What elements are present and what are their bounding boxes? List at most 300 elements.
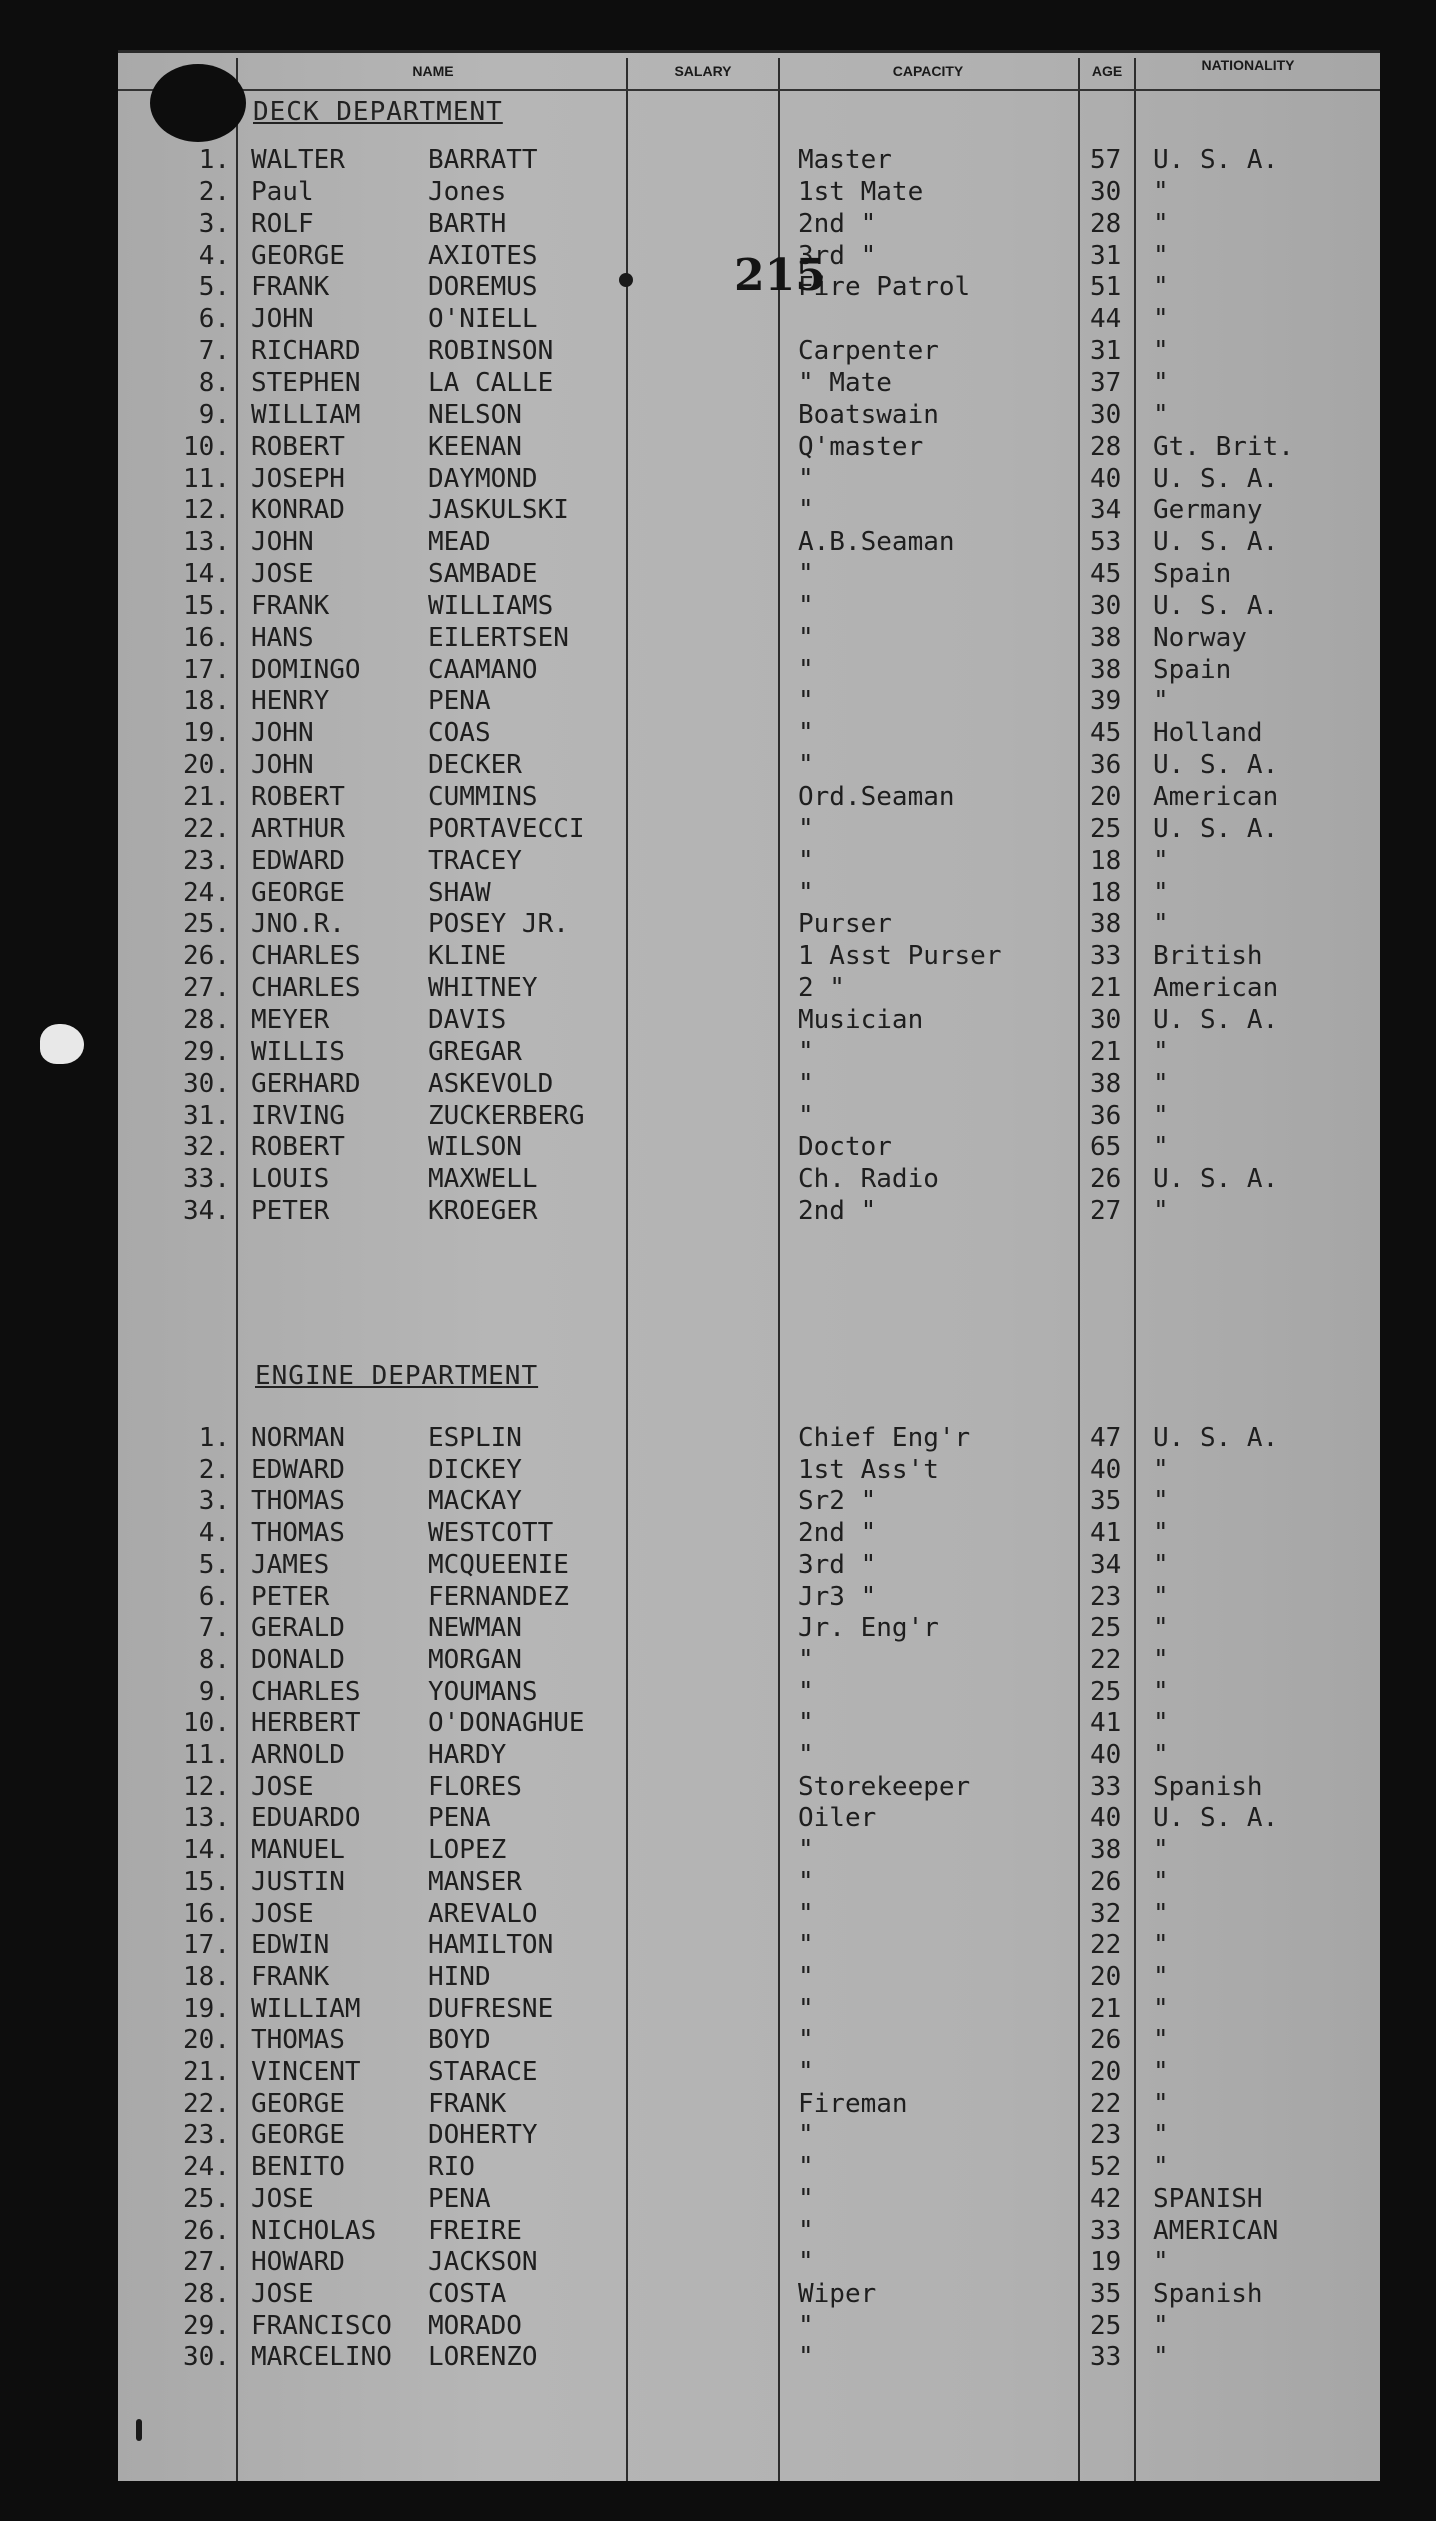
first-name: WILLIAM	[251, 1993, 361, 2024]
last-name: COSTA	[428, 2278, 507, 2309]
capacity: "	[798, 2025, 814, 2056]
nationality: Gt. Brit.	[1153, 431, 1294, 462]
nationality: "	[1153, 686, 1169, 717]
crew-number: 9.	[198, 399, 230, 430]
header-capacity: CAPACITY	[892, 63, 964, 79]
capacity: "	[798, 877, 814, 908]
age: 21	[1090, 1036, 1122, 1067]
nationality: Holland	[1153, 718, 1263, 749]
first-name: THOMAS	[251, 2025, 345, 2056]
crew-number: 29.	[183, 2310, 230, 2341]
last-name: ESPLIN	[428, 1423, 522, 1453]
crew-number: 7.	[198, 336, 230, 367]
first-name: JOHN	[251, 304, 314, 335]
capacity: A.B.Seaman	[798, 527, 955, 558]
last-name: WHITNEY	[428, 973, 538, 1004]
crew-row	[118, 336, 1380, 368]
nationality: "	[1153, 877, 1169, 908]
capacity: "	[798, 2310, 814, 2341]
age: 28	[1090, 431, 1122, 462]
crew-number: 18.	[183, 1961, 230, 1992]
first-name: EDWARD	[251, 845, 345, 876]
nationality: "	[1153, 399, 1169, 430]
crew-number: 14.	[183, 1835, 230, 1866]
crew-number: 16.	[183, 1898, 230, 1929]
last-name: HIND	[428, 1961, 491, 1992]
crew-row	[118, 909, 1380, 941]
first-name: THOMAS	[251, 1486, 345, 1517]
capacity: Jr. Eng'r	[798, 1613, 939, 1644]
first-name: ROBERT	[251, 782, 345, 812]
nationality: U. S. A.	[1153, 813, 1279, 844]
first-name: NICHOLAS	[251, 2215, 377, 2246]
capacity: "	[798, 1068, 814, 1099]
crew-number: 30.	[183, 2342, 230, 2373]
last-name: PENA	[428, 1803, 491, 1834]
first-name: JOSE	[251, 1898, 314, 1929]
crew-row	[118, 814, 1380, 846]
last-name: DOHERTY	[428, 2120, 538, 2151]
first-name: LOUIS	[251, 1164, 330, 1195]
last-name: RIO	[428, 2152, 475, 2183]
capacity: "	[798, 2152, 814, 2183]
last-name: MACKAY	[428, 1486, 522, 1517]
crew-row	[118, 1867, 1380, 1899]
age: 30	[1090, 590, 1122, 621]
first-name: JOSE	[251, 559, 314, 590]
age: 26	[1090, 1866, 1122, 1897]
crew-row	[118, 1708, 1380, 1740]
nationality: "	[1153, 304, 1169, 335]
paper-hole	[40, 1024, 84, 1064]
age: 37	[1090, 367, 1122, 398]
capacity: "	[798, 1036, 814, 1067]
last-name: FERNANDEZ	[428, 1581, 569, 1612]
crew-row	[118, 1196, 1380, 1228]
crew-row	[118, 368, 1380, 400]
crew-row	[118, 495, 1380, 527]
first-name: THOMAS	[251, 1518, 345, 1549]
capacity: Doctor	[798, 1132, 892, 1163]
crew-row	[118, 846, 1380, 878]
crew-number: 5.	[198, 1549, 230, 1580]
nationality: "	[1153, 272, 1169, 303]
nationality: U. S. A.	[1153, 145, 1279, 175]
capacity: "	[798, 2342, 814, 2373]
first-name: MARCELINO	[251, 2342, 392, 2373]
nationality: "	[1153, 2152, 1169, 2183]
first-name: JOHN	[251, 750, 314, 781]
age: 47	[1090, 1423, 1122, 1453]
last-name: CAAMANO	[428, 654, 538, 685]
nationality: U. S. A.	[1153, 463, 1279, 494]
first-name: CHARLES	[251, 973, 361, 1004]
first-name: FRANCISCO	[251, 2310, 392, 2341]
nationality: "	[1153, 1068, 1169, 1099]
crew-row	[118, 145, 1380, 177]
torn-corner-blot	[150, 64, 246, 142]
first-name: CHARLES	[251, 1676, 361, 1707]
first-name: HANS	[251, 622, 314, 653]
crew-number: 27.	[183, 973, 230, 1004]
first-name: BENITO	[251, 2152, 345, 2183]
age: 57	[1090, 145, 1122, 175]
crew-row	[118, 1582, 1380, 1614]
capacity: "	[798, 2120, 814, 2151]
capacity: "	[798, 1993, 814, 2024]
last-name: KROEGER	[428, 1196, 538, 1227]
last-name: FREIRE	[428, 2215, 522, 2246]
crew-number: 33.	[183, 1164, 230, 1195]
crew-row	[118, 1613, 1380, 1645]
page-stamp-number: 215	[734, 250, 826, 301]
first-name: VINCENT	[251, 2057, 361, 2087]
age: 32	[1090, 1898, 1122, 1929]
last-name: LORENZO	[428, 2342, 538, 2373]
last-name: BOYD	[428, 2025, 491, 2056]
first-name: JOSE	[251, 2183, 314, 2214]
age: 31	[1090, 336, 1122, 367]
age: 53	[1090, 527, 1122, 558]
first-name: ROBERT	[251, 1132, 345, 1163]
last-name: MAXWELL	[428, 1164, 538, 1195]
last-name: AREVALO	[428, 1898, 538, 1929]
first-name: JOSE	[251, 1771, 314, 1802]
last-name: ASKEVOLD	[428, 1068, 554, 1099]
age: 34	[1090, 1549, 1122, 1580]
capacity: Sr2 "	[798, 1486, 877, 1517]
last-name: JACKSON	[428, 2247, 538, 2278]
age: 23	[1090, 2120, 1122, 2151]
crew-row	[118, 591, 1380, 623]
crew-number: 13.	[183, 1803, 230, 1834]
crew-row	[118, 559, 1380, 591]
crew-number: 12.	[183, 495, 230, 526]
capacity: Ch. Radio	[798, 1164, 939, 1195]
capacity: "	[798, 845, 814, 876]
nationality: "	[1153, 1518, 1169, 1549]
last-name: ZUCKERBERG	[428, 1100, 585, 1131]
crew-number: 25.	[183, 909, 230, 940]
capacity: "	[798, 1835, 814, 1866]
nationality: "	[1153, 909, 1169, 940]
first-name: RICHARD	[251, 336, 361, 367]
crew-number: 11.	[183, 1740, 230, 1770]
age: 35	[1090, 1486, 1122, 1517]
crew-number: 2.	[198, 1454, 230, 1485]
first-name: GEORGE	[251, 240, 345, 271]
header-rule	[118, 89, 1380, 91]
capacity: "	[798, 1866, 814, 1897]
crew-number: 10.	[183, 431, 230, 462]
crew-number: 19.	[183, 1993, 230, 2024]
age: 34	[1090, 495, 1122, 526]
last-name: DUFRESNE	[428, 1993, 554, 2024]
last-name: KEENAN	[428, 431, 522, 462]
crew-number: 2.	[198, 176, 230, 207]
crew-number: 10.	[183, 1708, 230, 1739]
age: 33	[1090, 1771, 1122, 1802]
capacity: Chief Eng'r	[798, 1423, 971, 1453]
crew-row	[118, 1962, 1380, 1994]
nationality: "	[1153, 1100, 1169, 1131]
capacity: 3rd "	[798, 240, 877, 271]
crew-number: 11.	[183, 463, 230, 494]
nationality: "	[1153, 2120, 1169, 2151]
age: 20	[1090, 2057, 1122, 2087]
nationality: Spanish	[1153, 2278, 1263, 2309]
age: 27	[1090, 1196, 1122, 1227]
age: 30	[1090, 176, 1122, 207]
first-name: GEORGE	[251, 877, 345, 908]
crew-number: 22.	[183, 2088, 230, 2119]
age: 20	[1090, 1961, 1122, 1992]
capacity: Wiper	[798, 2278, 877, 2309]
nationality: "	[1153, 1993, 1169, 2024]
nationality: "	[1153, 1740, 1169, 1770]
crew-row	[118, 718, 1380, 750]
first-name: JOHN	[251, 527, 314, 558]
nationality: U. S. A.	[1153, 750, 1279, 781]
crew-row	[118, 1994, 1380, 2026]
last-name: WILLIAMS	[428, 590, 554, 621]
nationality: "	[1153, 1898, 1169, 1929]
crew-row	[118, 2057, 1380, 2089]
capacity: "	[798, 1740, 814, 1770]
last-name: STARACE	[428, 2057, 538, 2087]
last-name: YOUMANS	[428, 1676, 538, 1707]
crew-number: 15.	[183, 590, 230, 621]
capacity: Oiler	[798, 1803, 877, 1834]
nationality: "	[1153, 1613, 1169, 1644]
age: 33	[1090, 2342, 1122, 2373]
last-name: FRANK	[428, 2088, 507, 2119]
nationality: U. S. A.	[1153, 527, 1279, 558]
nationality: "	[1153, 2088, 1169, 2119]
capacity: Fireman	[798, 2088, 908, 2119]
nationality: "	[1153, 1486, 1169, 1517]
age: 38	[1090, 909, 1122, 940]
first-name: ARNOLD	[251, 1740, 345, 1770]
age: 33	[1090, 941, 1122, 972]
age: 38	[1090, 1068, 1122, 1099]
first-name: HOWARD	[251, 2247, 345, 2278]
last-name: CUMMINS	[428, 782, 538, 812]
crew-number: 21.	[183, 2057, 230, 2087]
crew-row	[118, 655, 1380, 687]
nationality: U. S. A.	[1153, 590, 1279, 621]
crew-number: 29.	[183, 1036, 230, 1067]
first-name: PETER	[251, 1581, 330, 1612]
age: 31	[1090, 240, 1122, 271]
age: 38	[1090, 1835, 1122, 1866]
age: 45	[1090, 559, 1122, 590]
crew-row	[118, 1164, 1380, 1196]
nationality: "	[1153, 1454, 1169, 1485]
nationality: "	[1153, 2025, 1169, 2056]
age: 21	[1090, 1993, 1122, 2024]
nationality: "	[1153, 1835, 1169, 1866]
crew-row	[118, 2089, 1380, 2121]
crew-number: 22.	[183, 813, 230, 844]
crew-number: 12.	[183, 1771, 230, 1802]
crew-number: 23.	[183, 845, 230, 876]
crew-row	[118, 623, 1380, 655]
age: 19	[1090, 2247, 1122, 2278]
crew-number: 24.	[183, 2152, 230, 2183]
crew-row	[118, 1550, 1380, 1582]
last-name: LA CALLE	[428, 367, 554, 398]
crew-number: 28.	[183, 1004, 230, 1035]
last-name: LOPEZ	[428, 1835, 507, 1866]
crew-row	[118, 209, 1380, 241]
first-name: JOSE	[251, 2278, 314, 2309]
last-name: DAYMOND	[428, 463, 538, 494]
first-name: PETER	[251, 1196, 330, 1227]
capacity: "	[798, 2057, 814, 2087]
crew-number: 1.	[198, 145, 230, 175]
crew-number: 5.	[198, 272, 230, 303]
capacity: 1st Mate	[798, 176, 924, 207]
crew-number: 13.	[183, 527, 230, 558]
nationality: "	[1153, 2247, 1169, 2278]
crew-number: 4.	[198, 240, 230, 271]
last-name: DECKER	[428, 750, 522, 781]
first-name: JOSEPH	[251, 463, 345, 494]
capacity: "	[798, 1708, 814, 1739]
last-name: MORADO	[428, 2310, 522, 2341]
crew-row	[118, 1899, 1380, 1931]
age: 38	[1090, 654, 1122, 685]
capacity: Master	[798, 145, 892, 175]
crew-number: 23.	[183, 2120, 230, 2151]
crew-row	[118, 2216, 1380, 2248]
last-name: PORTAVECCI	[428, 813, 585, 844]
crew-number: 8.	[198, 367, 230, 398]
crew-row	[118, 1930, 1380, 1962]
last-name: SAMBADE	[428, 559, 538, 590]
nationality: "	[1153, 845, 1169, 876]
last-name: KLINE	[428, 941, 507, 972]
capacity: "	[798, 2183, 814, 2214]
first-name: MEYER	[251, 1004, 330, 1035]
capacity: "	[798, 1898, 814, 1929]
last-name: MANSER	[428, 1866, 522, 1897]
first-name: CHARLES	[251, 941, 361, 972]
capacity: "	[798, 654, 814, 685]
header-nationality: NATIONALITY	[1201, 57, 1295, 73]
first-name: FRANK	[251, 1961, 330, 1992]
age: 40	[1090, 1740, 1122, 1770]
last-name: SHAW	[428, 877, 491, 908]
crew-row	[118, 1101, 1380, 1133]
capacity: "	[798, 559, 814, 590]
crew-number: 17.	[183, 654, 230, 685]
crew-number: 20.	[183, 750, 230, 781]
last-name: GREGAR	[428, 1036, 522, 1067]
age: 25	[1090, 1613, 1122, 1644]
crew-number: 26.	[183, 2215, 230, 2246]
engine-department-title: ENGINE DEPARTMENT	[255, 1361, 539, 1391]
first-name: IRVING	[251, 1100, 345, 1131]
age: 23	[1090, 1581, 1122, 1612]
last-name: BARRATT	[428, 145, 538, 175]
crew-row	[118, 2120, 1380, 2152]
age: 35	[1090, 2278, 1122, 2309]
crew-row	[118, 1069, 1380, 1101]
crew-number: 8.	[198, 1644, 230, 1675]
crew-row	[118, 2247, 1380, 2279]
nationality: "	[1153, 2057, 1169, 2087]
nationality: "	[1153, 2310, 1169, 2341]
first-name: DOMINGO	[251, 654, 361, 685]
last-name: HAMILTON	[428, 1930, 554, 1961]
crew-number: 28.	[183, 2278, 230, 2309]
first-name: GERALD	[251, 1613, 345, 1644]
crew-number: 25.	[183, 2183, 230, 2214]
nationality: "	[1153, 208, 1169, 239]
capacity: "	[798, 590, 814, 621]
first-name: FRANK	[251, 272, 330, 303]
age: 26	[1090, 1164, 1122, 1195]
first-name: EDWARD	[251, 1454, 345, 1485]
crew-number: 6.	[198, 1581, 230, 1612]
nationality: Spain	[1153, 559, 1232, 590]
age: 20	[1090, 782, 1122, 812]
crew-number: 9.	[198, 1676, 230, 1707]
crew-row	[118, 1772, 1380, 1804]
crew-row	[118, 2152, 1380, 2184]
age: 25	[1090, 813, 1122, 844]
capacity: "	[798, 463, 814, 494]
crew-row	[118, 1132, 1380, 1164]
crew-number: 1.	[198, 1423, 230, 1453]
nationality: AMERICAN	[1153, 2215, 1279, 2246]
crew-row	[118, 2184, 1380, 2216]
age: 21	[1090, 973, 1122, 1004]
crew-row	[118, 400, 1380, 432]
crew-number: 19.	[183, 718, 230, 749]
nationality: "	[1153, 1708, 1169, 1739]
crew-number: 16.	[183, 622, 230, 653]
capacity: Musician	[798, 1004, 924, 1035]
age: 36	[1090, 1100, 1122, 1131]
age: 41	[1090, 1708, 1122, 1739]
first-name: HENRY	[251, 686, 330, 717]
age: 38	[1090, 622, 1122, 653]
capacity: "	[798, 2215, 814, 2246]
crew-row	[118, 2279, 1380, 2311]
crew-row	[118, 1645, 1380, 1677]
capacity: "	[798, 1930, 814, 1961]
nationality: U. S. A.	[1153, 1803, 1279, 1834]
last-name: O'NIELL	[428, 304, 538, 335]
age: 39	[1090, 686, 1122, 717]
age: 41	[1090, 1518, 1122, 1549]
nationality: Germany	[1153, 495, 1263, 526]
nationality: U. S. A.	[1153, 1164, 1279, 1195]
crew-number: 3.	[198, 208, 230, 239]
capacity: "	[798, 1644, 814, 1675]
age: 22	[1090, 1930, 1122, 1961]
age: 30	[1090, 1004, 1122, 1035]
nationality: "	[1153, 1866, 1169, 1897]
crew-number: 21.	[183, 782, 230, 812]
capacity: "	[798, 1961, 814, 1992]
first-name: GERHARD	[251, 1068, 361, 1099]
last-name: WESTCOTT	[428, 1518, 554, 1549]
crew-row	[118, 878, 1380, 910]
